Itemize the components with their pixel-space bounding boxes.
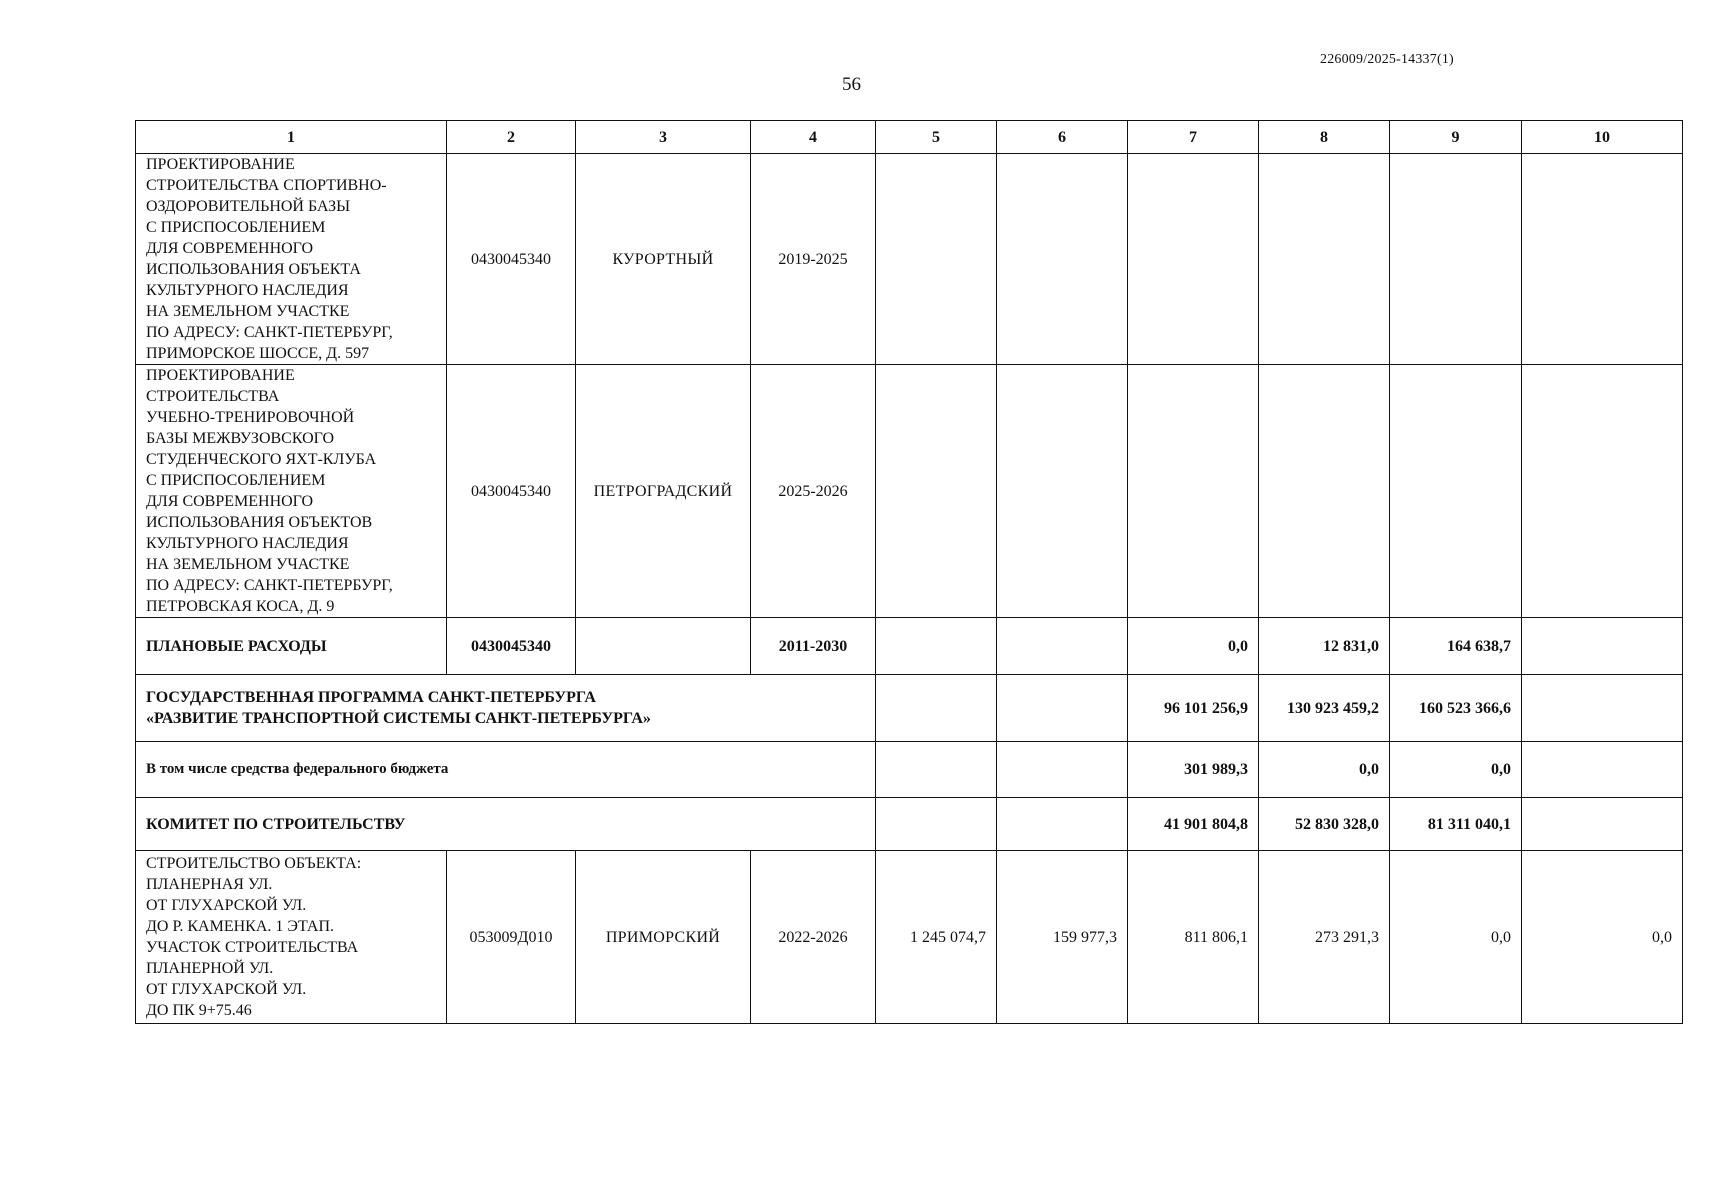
period: 2011-2030 [751, 618, 876, 675]
col-9 [1390, 365, 1522, 618]
period: 2025-2026 [751, 365, 876, 618]
empty-cell [997, 742, 1128, 798]
col-8: 52 830 328,0 [1259, 798, 1390, 851]
col-10: 0,0 [1522, 851, 1683, 1024]
col-5: 1 245 074,7 [876, 851, 997, 1024]
period: 2022-2026 [751, 851, 876, 1024]
budget-code: 0430045340 [447, 154, 576, 365]
header-cell: 9 [1390, 121, 1522, 154]
object-name: ПРОЕКТИРОВАНИЕ СТРОИТЕЛЬСТВА СПОРТИВНО- ОЗДОРОВИТЕЛЬНОЙ БАЗЫ С ПРИСПОСОБЛЕНИЕМ ДЛЯ СОВРЕМЕННОГО ИСПОЛЬЗОВАНИЯ ОБЪЕКТА КУЛЬТУРНОГО НАСЛЕДИЯ НА ЗЕМЕЛЬНОМ УЧАСТКЕ ПО АДРЕСУ: САНКТ-ПЕТЕРБУРГ, ПРИМОРСКОЕ ШОССЕ, Д. 597 [136, 154, 447, 365]
empty-cell [997, 618, 1128, 675]
empty-cell [876, 798, 997, 851]
col-7: 301 989,3 [1128, 742, 1259, 798]
document-id: 226009/2025-14337(1) [1320, 52, 1454, 67]
header-cell: 3 [576, 121, 751, 154]
col-8: 273 291,3 [1259, 851, 1390, 1024]
header-cell: 8 [1259, 121, 1390, 154]
col-8: 12 831,0 [1259, 618, 1390, 675]
col-10 [1522, 365, 1683, 618]
col-10 [1522, 154, 1683, 365]
empty-cell [876, 675, 997, 742]
header-row [136, 121, 1683, 154]
program-name-line1: ГОСУДАРСТВЕННАЯ ПРОГРАММА САНКТ-ПЕТЕРБУРГА [146, 689, 596, 706]
header-cell: 4 [751, 121, 876, 154]
empty-cell [1522, 618, 1683, 675]
empty-cell [1522, 675, 1683, 742]
committee-row [136, 798, 1683, 851]
object-name: ПРОЕКТИРОВАНИЕ СТРОИТЕЛЬСТВА УЧЕБНО-ТРЕНИРОВОЧНОЙ БАЗЫ МЕЖВУЗОВСКОГО СТУДЕНЧЕСКОГО ЯХТ-КЛУБА С ПРИСПОСОБЛЕНИЕМ ДЛЯ СОВРЕМЕННОГО ИСПОЛЬЗОВАНИЯ ОБЪЕКТОВ КУЛЬТУРНОГО НАСЛЕДИЯ НА ЗЕМЕЛЬНОМ УЧАСТКЕ ПО АДРЕСУ: САНКТ-ПЕТЕРБУРГ, ПЕТРОВСКАЯ КОСА, Д. 9 [136, 365, 447, 618]
col-7: 0,0 [1128, 618, 1259, 675]
col-7: 96 101 256,9 [1128, 675, 1259, 742]
header-cell: 1 [136, 121, 447, 154]
empty-cell [997, 675, 1128, 742]
col-8: 0,0 [1259, 742, 1390, 798]
committee-label: КОМИТЕТ ПО СТРОИТЕЛЬСТВУ [136, 798, 876, 851]
col-7 [1128, 365, 1259, 618]
federal-row [136, 742, 1683, 798]
table-row [136, 154, 1683, 365]
col-6 [997, 154, 1128, 365]
col-8 [1259, 365, 1390, 618]
page-number: 56 [842, 74, 861, 95]
col-9: 0,0 [1390, 851, 1522, 1024]
col-7 [1128, 154, 1259, 365]
col-6 [997, 365, 1128, 618]
empty-cell [576, 618, 751, 675]
table-row [136, 365, 1683, 618]
col-6: 159 977,3 [997, 851, 1128, 1024]
header-cell: 6 [997, 121, 1128, 154]
header-cell: 10 [1522, 121, 1683, 154]
col-5 [876, 154, 997, 365]
budget-code: 0430045340 [447, 365, 576, 618]
budget-code: 053009Д010 [447, 851, 576, 1024]
program-row [136, 675, 1683, 742]
col-7: 811 806,1 [1128, 851, 1259, 1024]
budget-code: 0430045340 [447, 618, 576, 675]
col-9: 0,0 [1390, 742, 1522, 798]
header-cell: 2 [447, 121, 576, 154]
program-name-line2: «РАЗВИТИЕ ТРАНСПОРТНОЙ СИСТЕМЫ САНКТ-ПЕТЕРБУРГА» [146, 710, 651, 727]
empty-cell [876, 742, 997, 798]
empty-cell [876, 618, 997, 675]
district: ПЕТРОГРАДСКИЙ [576, 365, 751, 618]
planned-label: ПЛАНОВЫЕ РАСХОДЫ [136, 618, 447, 675]
col-9: 81 311 040,1 [1390, 798, 1522, 851]
col-5 [876, 365, 997, 618]
empty-cell [1522, 742, 1683, 798]
col-8 [1259, 154, 1390, 365]
planned-expenses-row [136, 618, 1683, 675]
period: 2019-2025 [751, 154, 876, 365]
object-name: СТРОИТЕЛЬСТВО ОБЪЕКТА: ПЛАНЕРНАЯ УЛ. ОТ ГЛУХАРСКОЙ УЛ. ДО Р. КАМЕНКА. 1 ЭТАП. УЧАСТОК СТРОИТЕЛЬСТВА ПЛАНЕРНОЙ УЛ. ОТ ГЛУХАРСКОЙ УЛ. ДО ПК 9+75.46 [136, 851, 447, 1024]
col-7: 41 901 804,8 [1128, 798, 1259, 851]
header-cell: 5 [876, 121, 997, 154]
col-9 [1390, 154, 1522, 365]
district: ПРИМОРСКИЙ [576, 851, 751, 1024]
header-cell: 7 [1128, 121, 1259, 154]
table-row [136, 851, 1683, 1024]
budget-table [135, 120, 1683, 1024]
col-9: 164 638,7 [1390, 618, 1522, 675]
empty-cell [1522, 798, 1683, 851]
program-name [136, 675, 876, 742]
col-8: 130 923 459,2 [1259, 675, 1390, 742]
district: КУРОРТНЫЙ [576, 154, 751, 365]
col-9: 160 523 366,6 [1390, 675, 1522, 742]
federal-label: В том числе средства федерального бюджета [136, 742, 876, 798]
empty-cell [997, 798, 1128, 851]
